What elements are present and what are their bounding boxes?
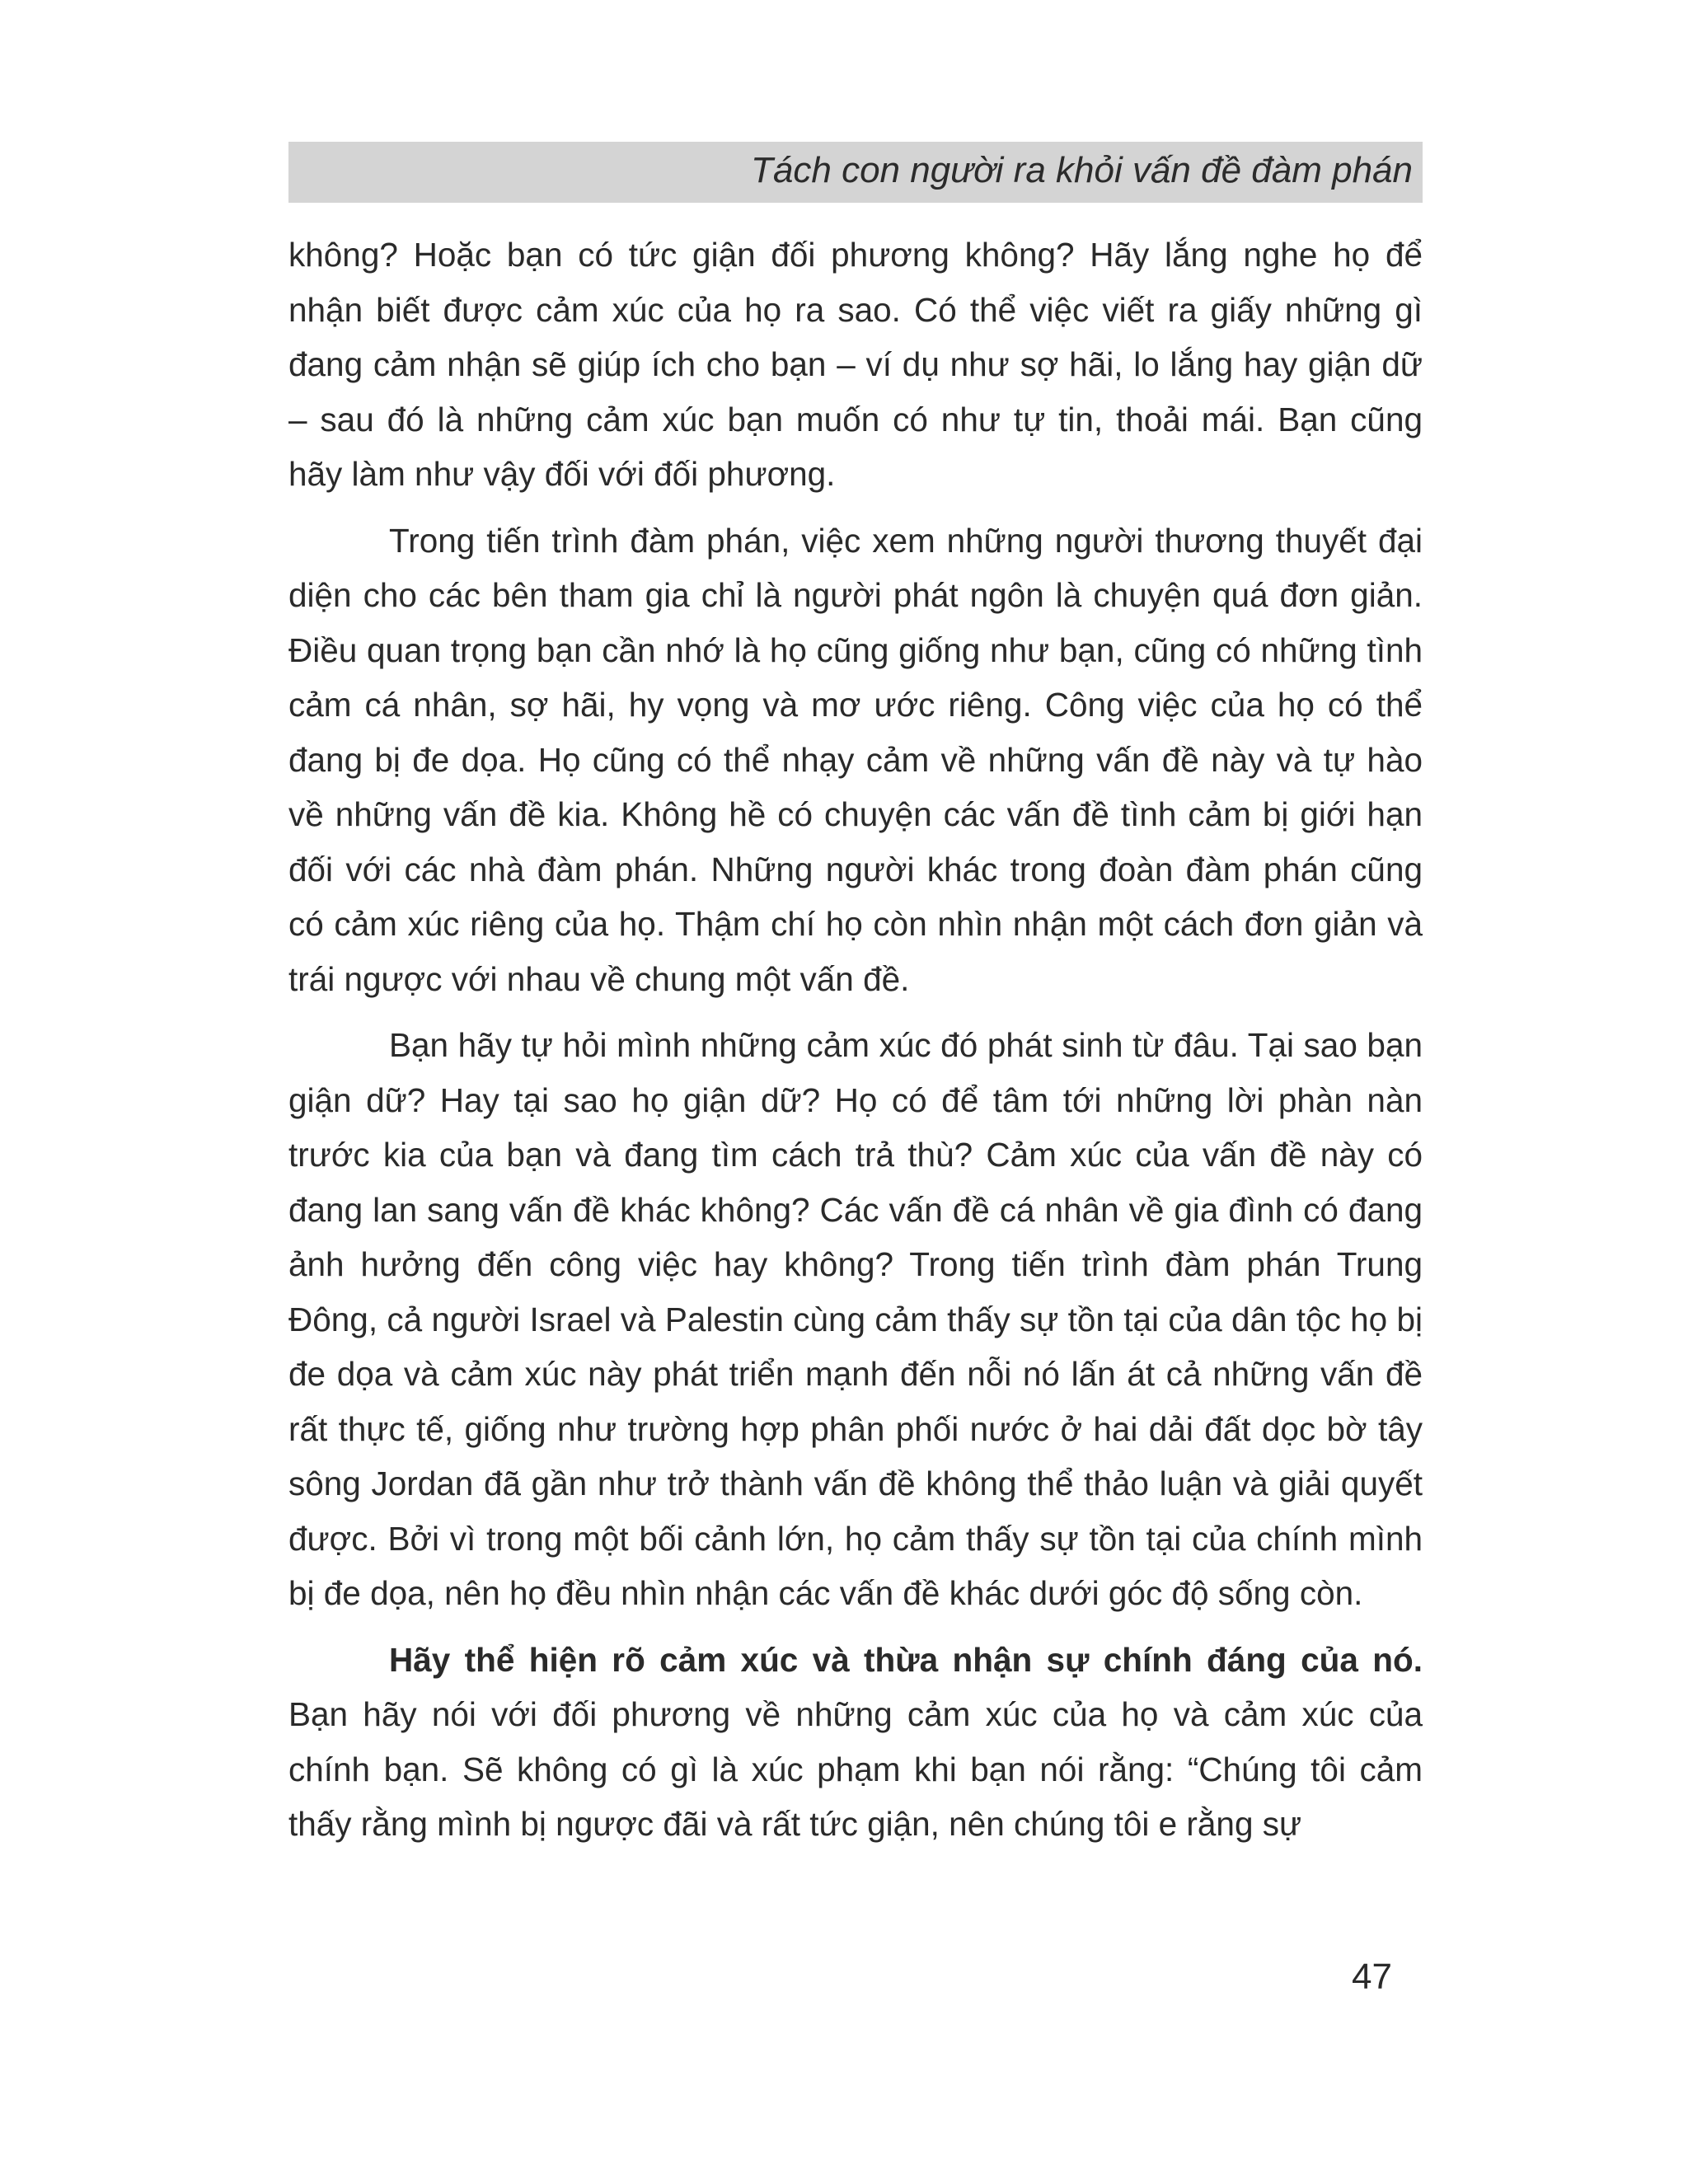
paragraph-4-heading: Hãy thể hiện rõ cảm xúc và thừa nhận sự chính đáng của nó. bbox=[389, 1640, 1423, 1679]
chapter-title: Tách con người ra khỏi vấn đề đàm phán bbox=[751, 150, 1413, 190]
paragraph-4-text: Bạn hãy nói với đối phương về những cảm xúc của họ và cảm xúc của chính bạn. Sẽ không có gì là xúc phạm khi bạn nói rằng: “Chúng tôi cảm thấy rằng mình bị ngược đãi và rất tức giận, nên chúng tôi e rằng sự bbox=[288, 1695, 1423, 1843]
body-text bbox=[288, 227, 1423, 1852]
paragraph-2: Trong tiến trình đàm phán, việc xem những người thương thuyết đại diện cho các bên tham gia chỉ là người phát ngôn là chuyện quá đơn giản. Điều quan trọng bạn cần nhớ là họ cũng giống như bạn, cũng có những tình cảm cá nhân, sợ hãi, hy vọng và mơ ước riêng. Công việc của họ có thể đang bị đe dọa. Họ cũng có thể nhạy cảm về những vấn đề này và tự hào về những vấn đề kia. Không hề có chuyện các vấn đề tình cảm bị giới hạn đối với các nhà đàm phán. Những người khác trong đoàn đàm phán cũng có cảm xúc riêng của họ. Thậm chí họ còn nhìn nhận một cách đơn giản và trái ngược với nhau về chung một vấn đề. bbox=[288, 521, 1423, 998]
running-header bbox=[288, 142, 1423, 203]
paragraph-1: không? Hoặc bạn có tức giận đối phương không? Hãy lắng nghe họ để nhận biết được cảm xúc của họ ra sao. Có thể việc viết ra giấy những gì đang cảm nhận sẽ giúp ích cho bạn – ví dụ như sợ hãi, lo lắng hay giận dữ – sau đó là những cảm xúc bạn muốn có như tự tin, thoải mái. Bạn cũng hãy làm như vậy đối với đối phương. bbox=[288, 236, 1423, 493]
paragraph-4 bbox=[288, 1633, 1423, 1852]
paragraph-3: Bạn hãy tự hỏi mình những cảm xúc đó phát sinh từ đâu. Tại sao bạn giận dữ? Hay tại sao họ giận dữ? Họ có để tâm tới những lời phàn nàn trước kia của bạn và đang tìm cách trả thù? Cảm xúc của vấn đề này có đang lan sang vấn đề khác không? Các vấn đề cá nhân về gia đình có đang ảnh hưởng đến công việc hay không? Trong tiến trình đàm phán Trung Đông, cả người Israel và Palestin cùng cảm thấy sự tồn tại của dân tộc họ bị đe dọa và cảm xúc này phát triển mạnh đến nỗi nó lấn át cả những vấn đề rất thực tế, giống như trường hợp phân phối nước ở hai dải đất dọc bờ tây sông Jordan đã gần như trở thành vấn đề không thể thảo luận và giải quyết được. Bởi vì trong một bối cảnh lớn, họ cảm thấy sự tồn tại của chính mình bị đe dọa, nên họ đều nhìn nhận các vấn đề khác dưới góc độ sống còn. bbox=[288, 1026, 1423, 1612]
page-number: 47 bbox=[1352, 1957, 1392, 1997]
